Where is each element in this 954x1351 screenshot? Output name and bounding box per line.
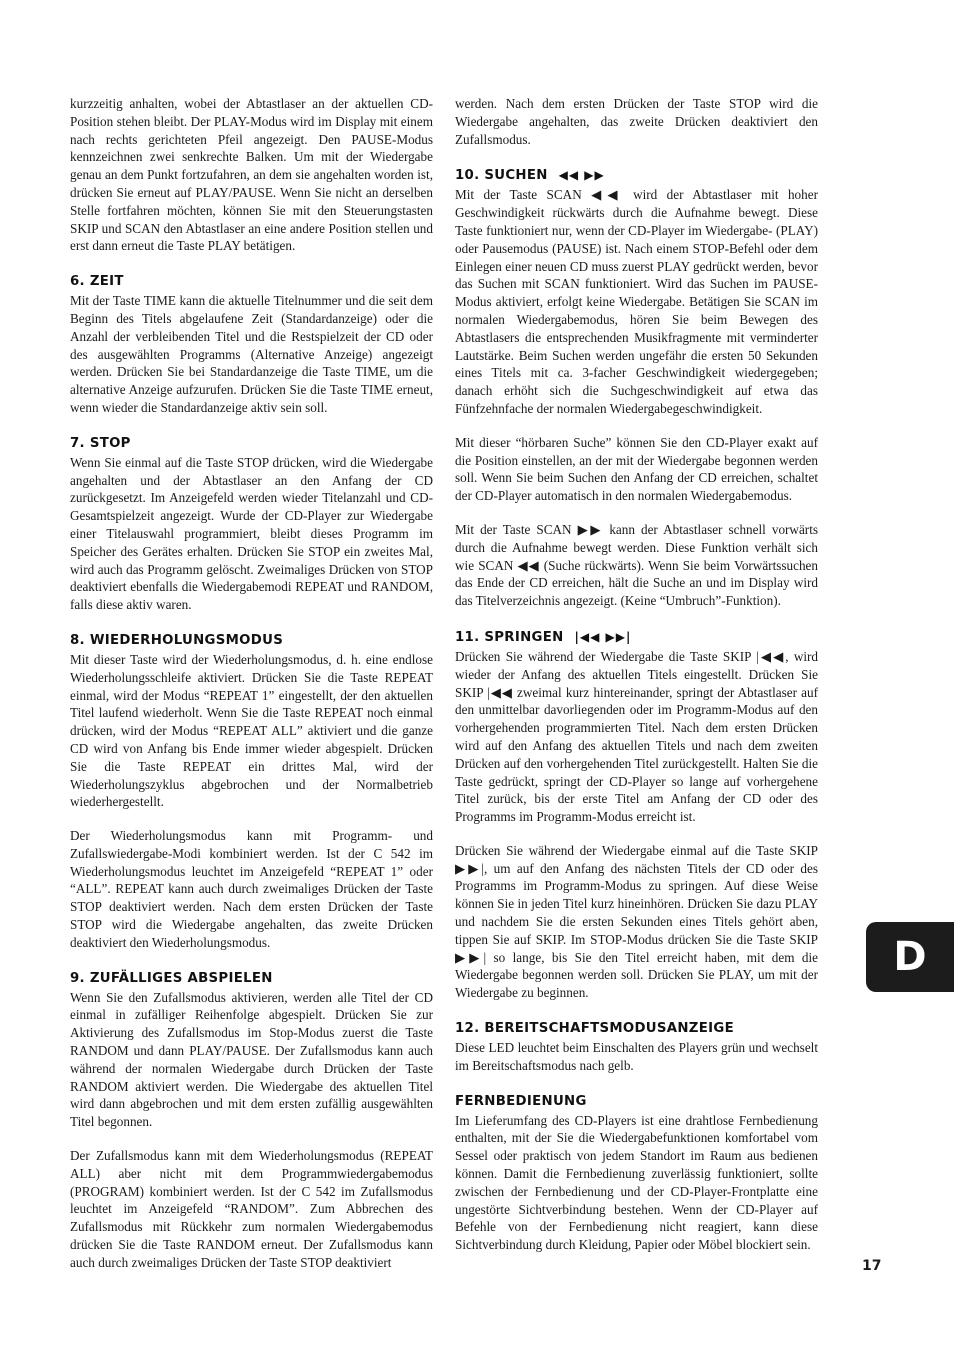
stop-paragraph: Wenn Sie einmal auf die Taste STOP drücken, wird die Wiedergabe angehalten und der Abtastlaser an den Anfang der CD zurückgesetzt. Im Anzeigefeld werden wieder Titelanzahl und CD-Gesamtspielzeit angezeigt. Wurde der CD-Player zur Wiedergabe einer Titelauswahl programmiert, bleibt dieses Programm im Speicher des Gerätes erhalten. Drücken Sie STOP ein zweites Mal, wird auch das Programm gelöscht. Zweimaliges Drücken von STOP deaktiviert ebenfalls die Wiedergabemodi REPEAT und RANDOM, falls diese aktiv waren. bbox=[70, 454, 433, 613]
suchen-paragraph-3: Mit der Taste SCAN ▶▶ kann der Abtastlaser schnell vorwärts durch die Aufnahme bewegt werden. Diese Funktion verhält sich wie SCAN ◀◀ (Suche rückwärts). Wenn Sie beim Vorwärtssuchen das Ende der CD erreichen, hält die Suche an und im Display wird das Titelverzeichnis angezeigt. (Keine “Umbruch”-Funktion). bbox=[455, 521, 818, 609]
zufall-paragraph-2: Der Zufallsmodus kann mit dem Wiederholungsmodus (REPEAT ALL) aber nicht mit dem Programmwiedergabemodus (PROGRAM) kombiniert werden. Ist der C 542 im Zufallsmodus leuchtet im Anzeigefeld “RANDOM”. Zum Abbrechen des Zufallsmodus mit Rückkehr zum normalen Wiedergabemodus drücken Sie die Taste RANDOM erneut. Der Zufallsmodus kann auch durch zweimaliges Drücken der Taste STOP deaktiviert bbox=[70, 1148, 433, 1270]
suchen-paragraph-2: Mit dieser “hörbaren Suche” können Sie den CD-Player exakt auf die Position einstellen, an der mit der Wiedergabe begonnen werden soll. Wenn Sie beim Suchen den Anfang der CD erreichen, schaltet der CD-Player automatisch in den normalen Wiedergabemodus. bbox=[455, 434, 818, 504]
skip-arrows-icon: |◀◀ ▶▶| bbox=[574, 629, 632, 644]
scan-arrows-icon: ◀◀ ▶▶ bbox=[558, 168, 605, 183]
springen-paragraph-1: Drücken Sie während der Wiedergabe die Taste SKIP |◀◀, wird wieder der Anfang des aktuellen Titels eingestellt. Drücken Sie SKIP |◀◀ zweimal kurz hintereinander, springt der Abtastlaser auf den unmittelbar davorliegenden oder im Programm-Modus auf den vorhergehenden programmierten Titel. Nach dem ersten Drücken wird auf den Anfang des aktuellen Titels und nach dem zweiten Drücken auf den vorhergehenden Titel zurückgestellt. Halten Sie die Taste gedrückt, springt der CD-Player so lange auf vorhergehene Titel zurück, bis der erste Titel am Anfang der CD oder des Programms im Programm-Modus erreicht ist. bbox=[455, 648, 818, 825]
bereitschaft-paragraph: Diese LED leuchtet beim Einschalten des Players grün und wechselt im Bereitschaftsmodus nach gelb. bbox=[455, 1040, 818, 1073]
zeit-paragraph: Mit der Taste TIME kann die aktuelle Titelnummer und die seit dem Beginn des Titels abgelaufene Zeit (Standardanzeige) oder die Anzahl der verbleibenden Titel und die Restspielzeit der CD oder des ausgewählten Programms (Alternative Anzeige) angezeigt werden. Drücken Sie bei Standardanzeige die Taste TIME, um die alternative Anzeige aufzurufen. Drücken Sie die Taste TIME erneut, wenn wieder die Standardanzeige aktiv sein soll. bbox=[70, 293, 433, 415]
wiederholungsmodus-paragraph-1: Mit dieser Taste wird der Wiederholungsmodus, d. h. eine endlose Wiederholungsschleife aktiviert. Drücken Sie die Taste REPEAT einmal, wird der Modus “REPEAT 1” eingestellt, der den aktuellen Titel laufend wiederholt. Wenn Sie die Taste REPEAT noch einmal drücken, wird der Modus “REPEAT ALL” aktiviert und die ganze CD wird von Anfang bis Ende immer wieder abgespielt. Drücken Sie die Taste REPEAT ein drittes Mal, wird der Wiederholungszyklus abgebrochen und der Normalbetrieb wiederhergestellt. bbox=[70, 651, 433, 810]
suchen-paragraph-1: Mit der Taste SCAN ◀◀ wird der Abtastlaser mit hoher Geschwindigkeit rückwärts durch die Aufnahme bewegt. Diese Taste funktioniert nur, wenn der CD-Player im Wiedergabe- (PLAY) oder Pausemodus (PAUSE) ist. Nach einem STOP-Befehl oder dem Einlegen einer neuen CD muss zuerst PLAY gedrückt werden, bevor das Suchen mit SCAN funktioniert. Wird das Suchen im PAUSE-Modus aktiviert, erfolgt keine Wiedergabe. Betätigen Sie SCAN im normalen Wiedergabemodus, hören Sie beim Bewegen des Abtastlasers die entsprechenden Musikfragmente mit verminderter Lautstärke. Beim Suchen werden ungefähr die ersten 50 Sekunden eines Titels mit ca. 3-facher Geschwindigkeit wiedergegeben; danach erhöht sich die Suchgeschwindigkeit auf etwa das Fünfzehnfache der normalen Wiedergabegeschwindigkeit. bbox=[455, 187, 818, 416]
language-tab: D bbox=[866, 922, 954, 992]
section-heading-suchen bbox=[455, 166, 818, 185]
right-column bbox=[455, 95, 818, 1270]
springen-heading-text: 11. SPRINGEN bbox=[455, 629, 564, 645]
section-heading-wiederholungsmodus: 8. WIEDERHOLUNGSMODUS bbox=[70, 632, 284, 648]
section-heading-zeit: 6. ZEIT bbox=[70, 274, 124, 290]
section-heading-springen bbox=[455, 628, 818, 647]
left-column bbox=[70, 95, 433, 1288]
springen-paragraph-2: Drücken Sie während der Wiedergabe einmal auf die Taste SKIP ▶▶|, um auf den Anfang des nächsten Titels der CD oder des Programms im Programm-Modus zu springen. Auf diese Weise können Sie in jeden Titel kurz hineinhören. Drücken Sie dazu PLAY und nachdem Sie die ersten Sekunden eines Titels gehört aben, tippen Sie auf SKIP. Im STOP-Modus drücken Sie die Taste SKIP ▶▶| so lange, bis Sie den Titel erreicht haben, mit dem die Wiedergabe begonnen werden soll. Drücken Sie PLAY, um mit der Wiedergabe zu beginnen. bbox=[455, 842, 818, 1001]
section-heading-bereitschaftsmodusanzeige: 12. BEREITSCHAFTSMODUSANZEIGE bbox=[455, 1021, 734, 1037]
wiederholungsmodus-paragraph-2: Der Wiederholungsmodus kann mit Programm- und Zufallswiedergabe-Modi kombiniert werden. Ist der C 542 im Wiederholungsmodus leuchtet im Anzeigefeld “REPEAT 1” oder “ALL”. REPEAT kann auch durch zweimaliges Drücken der Taste STOP deaktiviert werden. Nach dem ersten Drücken der Taste STOP wird die Wiedergabe angehalten, das zweite Drücken deaktiviert den Wiederholungsmodus. bbox=[70, 828, 433, 950]
section-heading-stop: 7. STOP bbox=[70, 435, 131, 451]
continued-paragraph: werden. Nach dem ersten Drücken der Taste STOP wird die Wiedergabe angehalten, das zweite Drücken deaktiviert den Zufallsmodus. bbox=[455, 96, 818, 147]
section-heading-zufaelliges-abspielen: 9. ZUFÄLLIGES ABSPIELEN bbox=[70, 970, 273, 986]
page-number: 17 bbox=[862, 1258, 882, 1274]
fernbedienung-paragraph: Im Lieferumfang des CD-Players ist eine drahtlose Fernbedienung enthalten, mit der Sie die Wiedergabefunktionen komfortabel vom Sessel oder praktisch von jedem Standort im Raum aus bedienen können. Damit die Fernbedienung zuverlässig funktioniert, sollte zwischen der Fernbedienung und der CD-Player-Frontplatte eine ungestörte Sichtverbindung bestehen. Wenn der CD-Player auf Befehle von der Fernbedienung nicht reagiert, kann diese Sichtverbindung durch Kleidung, Papier oder Möbel blockiert sein. bbox=[455, 1112, 818, 1253]
intro-paragraph: kurzzeitig anhalten, wobei der Abtastlaser an der aktuellen CD-Position stehen bleibt. Der PLAY-Modus wird im Display mit einem nach rechts gerichteten Pfeil angezeigt. Den PAUSE-Modus kennzeichnen zwei senkrechte Balken. Um mit der Wiedergabe genau an dem Punkt fortzufahren, an dem sie angehalten worden ist, drücken Sie erneut auf PLAY/PAUSE. Wenn Sie nicht an derselben Stelle fortfahren möchten, können Sie mit den Steuerungstasten SKIP und SCAN den Abtastlaser an eine andere Position stellen und erst dann erneut die Taste PLAY betätigen. bbox=[70, 96, 433, 254]
section-heading-fernbedienung: FERNBEDIENUNG bbox=[455, 1093, 587, 1109]
zufall-paragraph-1: Wenn Sie den Zufallsmodus aktivieren, werden alle Titel der CD einmal in zufälliger Reihenfolge abgespielt. Drücken Sie zur Aktivierung des Zufallsmodus im Stop-Modus zuerst die Taste RANDOM und dann PLAY/PAUSE. Der Zufallsmodus kann auch während der normalen Wiedergabe durch Drücken der Taste RANDOM aktiviert werden. Die Wiedergabe des aktuellen Titel wird dann abgebrochen und mit dem ersten zufällig ausgewählten Titel begonnen. bbox=[70, 989, 433, 1130]
suchen-heading-text: 10. SUCHEN bbox=[455, 168, 548, 184]
